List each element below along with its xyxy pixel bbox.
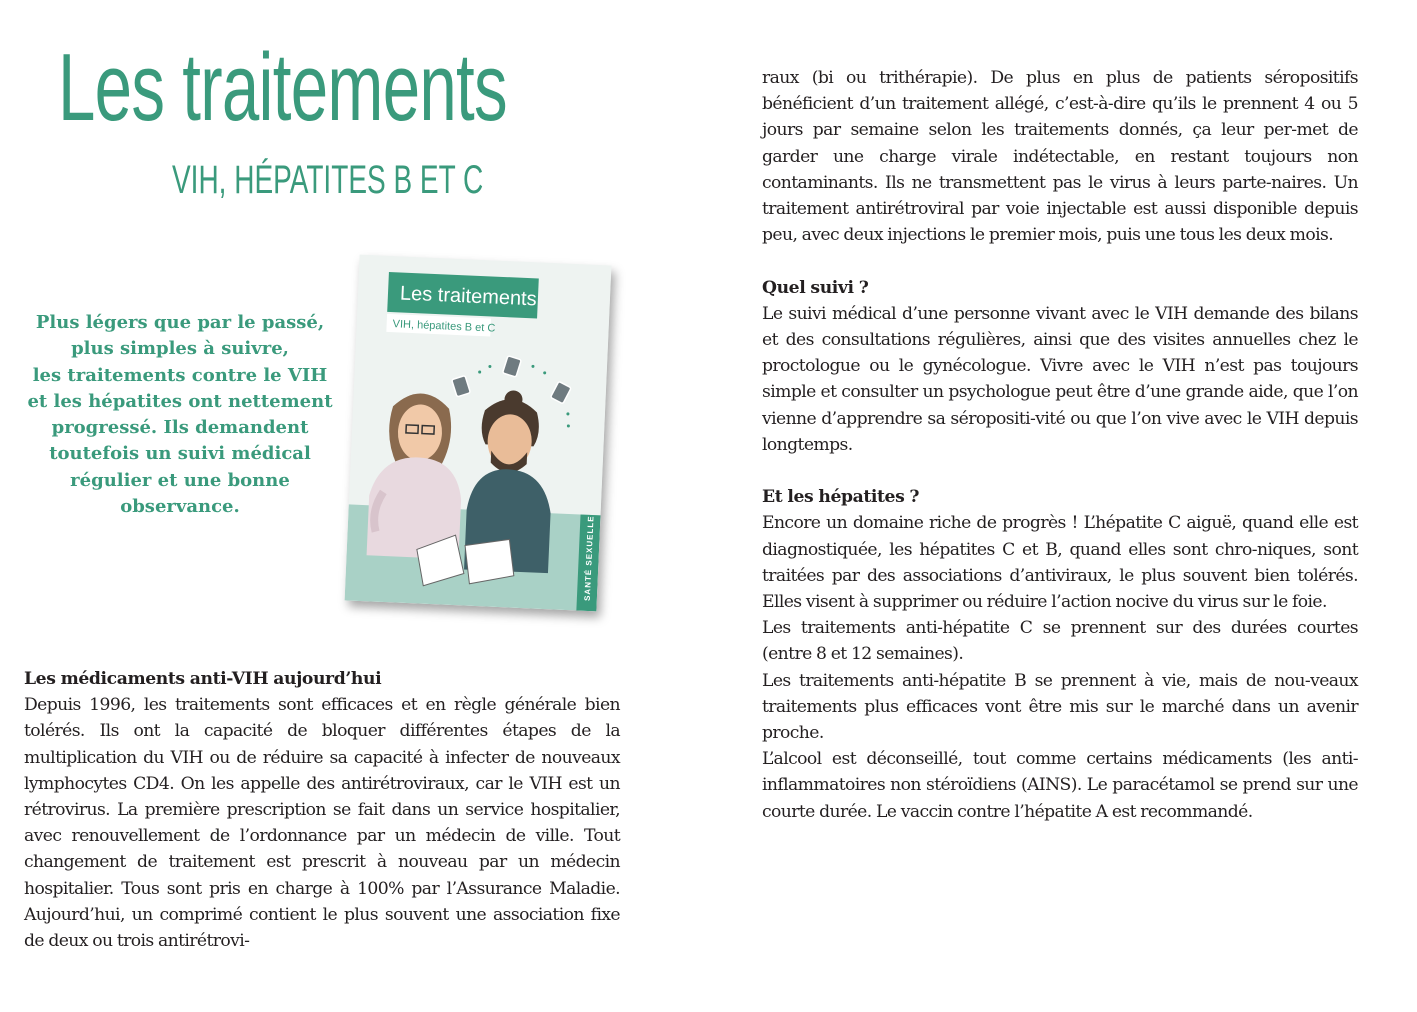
cover-subtitle: VIH, hépatites B et C xyxy=(392,318,496,335)
section-heading: Quel suivi ? xyxy=(762,277,869,298)
section-body: Encore un domaine riche de progrès ! L’hépatite C aiguë, quand elle est diagnostiquée, les hépatites C et B, quand elles sont chro-niques, sont traitées par des associations d’antiviraux, le plus souvent bien tolérés. Elles visent à supprimer ou réduire l’action nocive du virus sur le foie. xyxy=(762,513,1358,613)
section-suivi xyxy=(762,275,1358,458)
brochure-cover-illustration xyxy=(345,255,612,612)
section-medicaments xyxy=(24,666,620,954)
section-body: Les traitements anti-hépatite C se prennent sur des durées courtes (entre 8 et 12 semaines). xyxy=(762,618,1358,665)
intro-line: toutefois un suivi médical xyxy=(49,443,311,465)
right-column xyxy=(762,65,1358,825)
intro-line: observance. xyxy=(120,496,240,518)
page-subtitle: VIH, HÉPATITES B ET C xyxy=(172,158,484,202)
section-heading: Les médicaments anti-VIH aujourd’hui xyxy=(24,669,382,689)
intro-line: et les hépatites ont nettement xyxy=(27,390,333,412)
section-body: Depuis 1996, les traitements sont efficaces et en règle générale bien tolérés. Ils ont la capacité de bloquer différentes étapes de la multiplication du VIH ou de réduire sa capacité à infecter de nouveaux lymphocytes CD4. On les appelle des antirétroviraux, car le VIH est un rétrovirus. La première prescription se fait dans un service hospitalier, avec renouvellement de l’ordonnance par un médecin de ville. Tout changement de traitement est prescrit à nouveau par un médecin hospitalier. Tous sont pris en charge à 100% par l’Assurance Maladie. Aujourd’hui, un comprimé contient le plus souvent une association fixe de deux ou trois antirétrovi- xyxy=(24,695,620,952)
brochure-cover-image xyxy=(345,255,612,612)
section-medicaments-continued: raux (bi ou trithérapie). De plus en plus de patients séropositifs bénéficient d’un traitement allégé, c’est-à-dire qu’ils le prennent 4 ou 5 jours par semaine selon les traitements donnés, ça leur per-met de garder une charge virale indétectable, en restant toujours non contaminants. Ils ne transmettent pas le virus à leurs parte-naires. Un traitement antirétroviral par voie injectable est aussi disponible depuis peu, avec deux injections le premier mois, puis une tous les deux mois. xyxy=(762,68,1358,246)
intro-line: régulier et une bonne xyxy=(70,469,290,491)
intro-line: progressé. Ils demandent xyxy=(51,417,309,439)
section-body: Le suivi médical d’une personne vivant avec le VIH demande des bilans et des consultations régulières, ainsi que des visites annuelles chez le proctologue ou le gynécologue. Vivre avec le VIH n’est pas toujours simple et consulter un psychologue peut être d’une grande aide, que l’on vienne d’apprendre sa séropositi-vité ou que l’on vive avec le VIH depuis longtemps. xyxy=(762,303,1358,455)
intro-callout xyxy=(26,310,334,520)
left-column xyxy=(24,666,620,954)
cover-side-label: SANTÉ SEXUELLE xyxy=(582,515,596,602)
cover-title: Les traitements xyxy=(399,282,538,311)
intro-line: plus simples à suivre, xyxy=(71,338,289,360)
intro-line: les traitements contre le VIH xyxy=(32,364,328,386)
page-title: Les traitements xyxy=(58,34,507,141)
section-body: L’alcool est déconseillé, tout comme certains médicaments (les anti-inflammatoires non stéroïdiens (AINS). Le paracétamol se prend sur une courte durée. Le vaccin contre l’hépatite A est recommandé. xyxy=(762,749,1358,822)
section-hepatites xyxy=(762,484,1358,825)
section-body: Les traitements anti-hépatite B se prennent à vie, mais de nou-veaux traitements plus efficaces vont être mis sur le marché dans un avenir proche. xyxy=(762,670,1358,744)
intro-line: Plus légers que par le passé, xyxy=(35,312,325,333)
section-heading: Et les hépatites ? xyxy=(762,487,920,508)
